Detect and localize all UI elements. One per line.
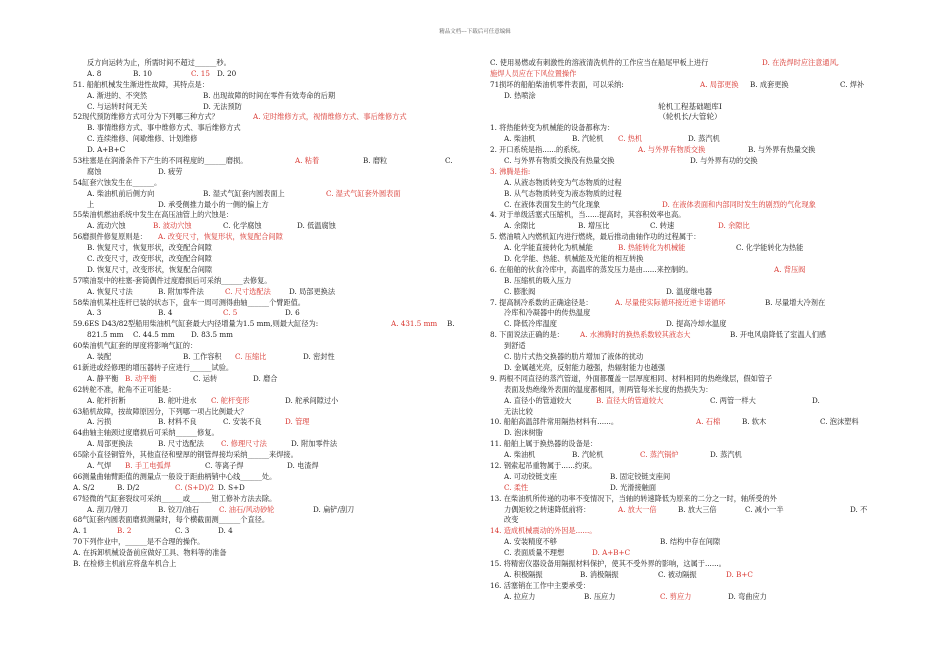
- left-line: [73, 450, 458, 461]
- right-line: [490, 287, 890, 298]
- left-line: [73, 428, 458, 439]
- line-option: B. 汽轮机: [572, 450, 604, 460]
- line-text: A. 1: [73, 526, 88, 536]
- left-line: [73, 515, 458, 526]
- right-line: [490, 91, 890, 102]
- left-line: [73, 276, 458, 287]
- line-text: 10. 船舶高温部件常用隔热材料有......。: [490, 417, 619, 427]
- line-text: 15. 将精密仪器设备用隔振材料保护，使其不受外界的影响，这属于......。: [490, 558, 726, 568]
- line-text: D. 恢复尺寸，改变形状，恢复配合间隙: [87, 264, 213, 274]
- line-option: B. 软木: [742, 417, 767, 427]
- line-option: A. 与外界有物质交换: [638, 145, 706, 155]
- right-line: [490, 417, 890, 428]
- line-option: C. 15: [191, 68, 210, 78]
- right-line: [490, 232, 890, 243]
- line-text: 改变: [504, 515, 519, 525]
- line-text: 59.6ES D43/82型船用柴油机气缸套最大内径增量为1.5 mm,则最大缸径为:: [73, 319, 319, 329]
- line-option: C. 5: [223, 308, 238, 318]
- right-line: [490, 178, 890, 189]
- line-option: B. 直径大的管道较大: [596, 395, 664, 405]
- line-text: 1. 将热能转变为机械能的设备都称为：: [490, 123, 615, 133]
- line-text: A. 在拆卸机械设备前应做好工具、物料等的准备: [73, 548, 227, 558]
- line-option: B. 开电风扇降低了室温人们感: [730, 330, 827, 340]
- right-line: [490, 319, 890, 330]
- line-text: 7. 提高制冷系数的正确途径是：: [490, 297, 593, 307]
- left-line: [73, 319, 458, 330]
- line-text: C. 膨胀阀: [504, 286, 536, 296]
- line-text: C. 柔性: [504, 482, 529, 492]
- left-line: [73, 505, 458, 516]
- right-line: [490, 439, 890, 450]
- right-line: [490, 396, 890, 407]
- right-line: [490, 581, 890, 592]
- line-text: A. 可动铰链支座: [504, 471, 557, 481]
- left-line: [73, 385, 458, 396]
- right-line: [490, 221, 890, 232]
- right-line: [490, 352, 890, 363]
- line-text: D. A+B+C: [87, 145, 126, 155]
- right-line: [490, 472, 890, 483]
- left-line: [73, 287, 458, 298]
- line-text: 67轻微的气缸套裂纹可采纳______或______钳工修补方法去除。: [73, 493, 277, 503]
- line-option: B. 结构中存在间隙: [660, 537, 721, 547]
- right-line: [490, 374, 890, 385]
- line-text: 58柴油机某柱连杆已装的状态下，盘车一周可测得曲轴______个臂距值。: [73, 297, 305, 307]
- line-option: C. 化学能转化为热能: [736, 243, 804, 253]
- line-text: C. 在液体表面发生的气化现象: [504, 199, 601, 209]
- right-line: [490, 254, 890, 265]
- line-option: D. 密封性: [303, 352, 335, 362]
- line-text: A. 装配: [87, 352, 112, 362]
- line-text: A. 柴油机前后侧方向: [87, 188, 155, 198]
- line-option: D. 局部更换法: [289, 286, 336, 296]
- line-option: B.: [447, 319, 455, 329]
- line-option: C. 两管一样大: [710, 395, 756, 405]
- line-text: A. 8: [87, 68, 102, 78]
- line-text: 51. 船舶机械发生渐进性故障，其特点是：: [73, 79, 209, 89]
- right-line: [490, 548, 890, 559]
- left-line: [73, 374, 458, 385]
- line-text: A. 3: [87, 308, 102, 318]
- line-option: C. 化学腐蚀: [223, 221, 262, 231]
- line-text: 无法比较: [504, 406, 533, 416]
- line-text: 14. 造成机械震动的外因是......。: [490, 526, 597, 536]
- right-line: [490, 450, 890, 461]
- line-option: B. 增压比: [578, 221, 610, 231]
- right-line: [490, 592, 890, 603]
- line-text: C. 降低冷库温度: [504, 319, 557, 329]
- line-text: B. 压缩机的吸入压力: [504, 275, 572, 285]
- line-option: C. 泡沫塑料: [820, 417, 859, 427]
- line-text: A. 局部更换法: [87, 439, 133, 449]
- line-text: A. 舵杆折断: [87, 395, 126, 405]
- line-option: D. 光滑接触面: [610, 482, 657, 492]
- line-text: 施焊人员应在下风位置操作: [490, 68, 577, 78]
- line-text: 到舒适: [504, 341, 526, 351]
- right-line: [490, 69, 890, 80]
- right-line: [490, 102, 890, 113]
- line-option: B. 铰刀/油石: [158, 504, 200, 514]
- right-line: [490, 537, 890, 548]
- line-text: 12. 钢索起吊重物属于......约束。: [490, 460, 597, 470]
- left-line: [73, 178, 458, 189]
- line-text: （轮机长/大管轮）: [658, 112, 722, 122]
- line-text: 3. 沸腾是指:: [490, 166, 531, 176]
- line-text: B. 从气态物质转变为液态物质的过程: [504, 188, 622, 198]
- line-text: A. S/2: [73, 482, 95, 492]
- line-text: C. 表面质量不理想: [504, 548, 565, 558]
- line-text: A. 拉应力: [504, 591, 536, 601]
- line-text: 63船机故障，按故障原因分，下列哪一项占比例最大？: [73, 406, 248, 416]
- line-text: 上: [87, 199, 95, 209]
- line-text: 11. 船舶上属于换热器的设备是：: [490, 439, 598, 449]
- line-option: B. 压应力: [584, 591, 616, 601]
- line-text: 8. 下面说法正确的是：: [490, 330, 564, 340]
- left-line: [73, 265, 458, 276]
- line-option: C. 安装不良: [223, 417, 262, 427]
- line-option: D. 管理: [285, 417, 310, 427]
- line-option: B. 汽轮机: [572, 134, 604, 144]
- right-line: [490, 330, 890, 341]
- line-option: B. 2: [117, 526, 132, 536]
- line-text: A. 安装精度不够: [504, 537, 557, 547]
- line-text: 轮机工程基础题库Ⅰ: [658, 101, 722, 111]
- right-line: [490, 428, 890, 439]
- line-option: C. 被动隔振: [658, 569, 697, 579]
- line-option: C. 剪应力: [660, 591, 692, 601]
- left-column: [73, 58, 458, 570]
- right-line: [490, 134, 890, 145]
- line-option: D. S+D: [218, 482, 245, 492]
- line-option: A. 粘着: [295, 156, 320, 166]
- line-option: B. 放大三倍: [678, 504, 717, 514]
- line-option: D. 20: [217, 68, 237, 78]
- line-option: C. 蒸汽锅炉: [640, 450, 679, 460]
- right-line: [490, 265, 890, 276]
- line-option: D. 蒸汽机: [710, 450, 742, 460]
- line-text: A. 气焊: [87, 460, 112, 470]
- line-text: A. 渐进的、不突然: [87, 90, 148, 100]
- line-text: B. 恢复尺寸，恢复形状，改变配合间隙: [87, 243, 212, 253]
- line-option: C. 尺寸选配法: [225, 286, 271, 296]
- left-line: [73, 548, 458, 559]
- line-option: D. 在液体表面和内部同时发生的剧烈的气化现象: [662, 199, 816, 209]
- line-text: C. 使用易燃或有刺激性的溶液清洗机件的工作应当在船尾甲板上进行: [490, 58, 709, 67]
- line-text: 71损坏的船舶柴油机零件表面，可以采纳:: [490, 79, 624, 89]
- right-line: [490, 243, 890, 254]
- line-option: D. 舵承间隙过小: [285, 395, 339, 405]
- line-option: B. 手工电弧焊: [125, 460, 171, 470]
- line-text: C. 与运转时间无关: [87, 101, 148, 111]
- right-line: [490, 156, 890, 167]
- line-option: B. 舵叶进水: [158, 395, 197, 405]
- line-option: B. 固定铰链支座间: [610, 471, 671, 481]
- right-line: [490, 461, 890, 472]
- line-option: B. 附加零件法: [158, 286, 204, 296]
- line-text: D. 化学能、热能、机械能及光能的相互转换: [504, 254, 644, 264]
- line-option: D. 温度继电器: [666, 286, 713, 296]
- left-line: [73, 210, 458, 221]
- left-line: [73, 58, 458, 69]
- left-line: [73, 112, 458, 123]
- line-option: D. 4: [218, 526, 233, 536]
- line-option: A. 尽量使实际循环接近逆卡诺循环: [615, 297, 726, 307]
- left-line: [73, 363, 458, 374]
- left-line: [73, 407, 458, 418]
- line-text: A. 化学能直接转化为机械能: [504, 243, 593, 253]
- left-line: [73, 494, 458, 505]
- line-option: C. (S+D)/2: [175, 482, 215, 492]
- line-text: D. 金属越光亮，反射能力越强，热辐射能力也越强: [504, 362, 666, 372]
- left-line: [73, 472, 458, 483]
- right-line: [490, 189, 890, 200]
- left-line: [73, 396, 458, 407]
- line-option: C. 44.5 mm: [133, 330, 175, 340]
- right-line: [490, 407, 890, 418]
- line-text: D. 泡沫树脂: [504, 428, 543, 438]
- line-text: 2. 开口系统是指......的系统。: [490, 145, 585, 155]
- line-text: B. 在检修主机前应将盘车机合上: [73, 558, 177, 568]
- left-line: [73, 461, 458, 472]
- line-option: D. 无法预防: [203, 101, 242, 111]
- left-line: [73, 298, 458, 309]
- line-option: A. 放大一倍: [618, 504, 657, 514]
- right-line: [490, 559, 890, 570]
- left-line: [73, 526, 458, 537]
- line-option: D. 电渣焊: [287, 460, 319, 470]
- line-option: B. D/2: [117, 482, 140, 492]
- line-option: C. 舵杆变形: [211, 395, 250, 405]
- left-line: [73, 145, 458, 156]
- line-option: B. 热能转化为机械能: [618, 243, 686, 253]
- right-line: [490, 494, 890, 505]
- line-option: D. 6: [285, 308, 300, 318]
- line-text: C. 与外界有物质交换没有热量交换: [504, 156, 615, 166]
- line-option: B. 4: [158, 308, 173, 318]
- line-option: B. 10: [133, 68, 152, 78]
- left-line: [73, 91, 458, 102]
- left-line: [73, 123, 458, 134]
- line-option: C. 压缩比: [235, 352, 267, 362]
- line-text: A. 刮刀/锉刀: [87, 504, 128, 514]
- right-line: [490, 308, 890, 319]
- line-option: A. 局部更换: [700, 79, 739, 89]
- line-text: 52现代预防维修方式可分为下列哪三种方式？: [73, 112, 219, 122]
- right-line: [490, 276, 890, 287]
- left-line: [73, 254, 458, 265]
- line-text: A. 直径小的管道较大: [504, 395, 572, 405]
- line-option: B. 湿式气缸套内圆表面上: [203, 188, 285, 198]
- line-option: A. 改变尺寸，恢复形状，恢复配合间隙: [158, 232, 283, 242]
- line-text: B. 事情维修方式、事中维修方式、事后维修方式: [87, 123, 241, 133]
- line-option: D.: [812, 395, 820, 405]
- right-line: [490, 570, 890, 581]
- line-option: D. 提高冷却水温度: [666, 319, 727, 329]
- line-text: 16. 活塞销在工作中主要承受：: [490, 580, 590, 590]
- line-option: A. 定时维修方式，视情维修方式、事后维修方式: [253, 112, 407, 122]
- left-line: [73, 308, 458, 319]
- line-text: 821.5 mm: [87, 330, 124, 340]
- left-line: [73, 243, 458, 254]
- line-option: B. 尽量增大冷剂在: [765, 297, 826, 307]
- line-option: D. 83.5 mm: [191, 330, 233, 340]
- left-line: [73, 232, 458, 243]
- line-text: 腐蚀: [87, 166, 102, 176]
- left-line: [73, 537, 458, 548]
- line-text: A. 积极隔振: [504, 569, 543, 579]
- page-header: 精品文档---下载后可任意编辑: [439, 29, 511, 35]
- right-line: [490, 505, 890, 516]
- line-text: 54缸套穴蚀发生在______。: [73, 177, 162, 187]
- left-line: [73, 80, 458, 91]
- line-text: A. 静平衡: [87, 373, 119, 383]
- line-text: 56磨损件修复原则是：: [73, 232, 147, 242]
- line-option: C. 3: [175, 526, 190, 536]
- line-option: A. 水沸腾时的换热系数较其液态大: [580, 330, 691, 340]
- left-line: [73, 341, 458, 352]
- line-text: 65除小直径铜管外，其他直径和壁厚的钢管焊接均采纳______来焊接。: [73, 450, 298, 460]
- right-line: [490, 526, 890, 537]
- right-line: [490, 200, 890, 211]
- right-line: [490, 167, 890, 178]
- line-text: C. 肋片式热交换器的肋片增加了液体的扰动: [504, 352, 644, 362]
- line-option: D. 在洗焊时应注意通风,: [762, 58, 840, 67]
- right-line: [490, 363, 890, 374]
- line-text: 57喷油泵中的柱塞-套筒偶件过度磨损后可采纳______去修复。: [73, 275, 272, 285]
- right-line: [490, 112, 890, 123]
- line-option: B. 材料不良: [158, 417, 197, 427]
- line-option: B. 尺寸选配法: [158, 439, 204, 449]
- line-option: C. 修理尺寸法: [221, 439, 267, 449]
- line-text: 反方向运转为止，所需时间不超过______秒。: [87, 58, 231, 67]
- line-option: D. B+C: [726, 569, 753, 579]
- line-option: A. 431.5 mm: [391, 319, 438, 329]
- line-text: 70下列作业中，______是不合理的操作。: [73, 537, 205, 547]
- line-option: D. 蒸汽机: [688, 134, 720, 144]
- line-option: D. 不: [850, 504, 868, 514]
- left-line: [73, 483, 458, 494]
- right-line: [490, 58, 890, 69]
- line-option: B. 成套更换: [750, 79, 789, 89]
- line-option: A. 背压阀: [774, 264, 806, 274]
- line-option: A. 石棉: [696, 417, 721, 427]
- line-text: 64曲轴主轴颈过度磨损后可采纳______修复。: [73, 428, 219, 438]
- line-text: A. 柴油机: [504, 450, 536, 460]
- line-text: D. 热喷涂: [504, 90, 536, 100]
- line-option: B. 与外界有热量交换: [748, 145, 816, 155]
- line-option: D. 扁铲/刮刀: [313, 504, 355, 514]
- line-option: B. 消极隔振: [580, 569, 619, 579]
- line-option: C. 油石/风动砂轮: [219, 504, 275, 514]
- line-option: C. 湿式气缸套外圆表面: [326, 188, 401, 198]
- right-column: [490, 58, 890, 603]
- left-line: [73, 200, 458, 211]
- line-option: D. 附加零件法: [291, 439, 338, 449]
- left-line: [73, 167, 458, 178]
- line-option: B. 工作容积: [183, 352, 222, 362]
- line-text: 4. 对于单级活塞式压缩机，当......提高时，其容积效率也高。: [490, 210, 686, 220]
- line-text: 13. 在柴油机所传递的功率不变情况下，当轴的转速降低为原来的二分之一时，轴所受的外: [490, 493, 777, 503]
- line-text: 68气缸套内圆表面磨损测量时，每个横截面测______个直径。: [73, 515, 270, 525]
- line-option: D. 疲劳: [158, 166, 183, 176]
- line-text: A. 柴油机: [504, 134, 536, 144]
- line-option: D. 余隙比: [718, 221, 750, 231]
- line-text: C. 连续维修、间歇维修、计划维修: [87, 134, 198, 144]
- line-text: 力偶矩较之转速降低前将：: [504, 504, 591, 514]
- line-text: 66测量曲轴臂距值的测量点一般设于距曲柄销中心线______处。: [73, 471, 277, 481]
- line-option: D. 与外界有功的交换: [690, 156, 758, 166]
- line-option: C. 转速: [650, 221, 675, 231]
- left-line: [73, 330, 458, 341]
- line-text: 6. 在船舶的伙食冷库中，高温库的蒸发压力是由......来控制的。: [490, 264, 693, 274]
- line-text: A. 恢复尺寸法: [87, 286, 133, 296]
- left-line: [73, 69, 458, 80]
- line-option: D. A+B+C: [592, 548, 631, 558]
- right-line: [490, 123, 890, 134]
- right-line: [490, 210, 890, 221]
- left-line: [73, 559, 458, 570]
- line-option: D. 承受侧推力最小的一侧的偏上方: [158, 199, 269, 209]
- right-line: [490, 515, 890, 526]
- line-text: 60柴油机气缸套的厚度将影响气缸的：: [73, 341, 198, 351]
- line-option: D. 低温腐蚀: [297, 221, 336, 231]
- left-line: [73, 417, 458, 428]
- line-option: C. 减小一半: [745, 504, 784, 514]
- line-option: C. 焊补: [840, 79, 865, 89]
- line-option: D. 磨合: [253, 373, 278, 383]
- line-option: D. 弯曲应力: [728, 591, 767, 601]
- line-option: C. 等离子焊: [205, 460, 244, 470]
- left-line: [73, 189, 458, 200]
- line-option: B. 磨粒: [363, 156, 388, 166]
- left-line: [73, 102, 458, 113]
- line-option: B. 出现故障的时间在零件有效寿命的后期: [203, 90, 336, 100]
- line-text: A. 污损: [87, 417, 112, 427]
- left-line: [73, 156, 458, 167]
- line-option: B. 波动穴蚀: [153, 221, 192, 231]
- left-line: [73, 439, 458, 450]
- right-line: [490, 483, 890, 494]
- line-option: C.: [445, 156, 453, 166]
- line-text: A. 余隙比: [504, 221, 536, 231]
- right-line: [490, 298, 890, 309]
- line-text: 9. 两根不同直径的蒸汽管道，外面都覆盖一层厚度相同、材料相同的热绝缘层，假如管子: [490, 373, 773, 383]
- line-option: C. 运转: [193, 373, 218, 383]
- left-line: [73, 134, 458, 145]
- line-text: 冷库和冷凝器中的传热温度: [504, 308, 591, 318]
- right-line: [490, 385, 890, 396]
- left-line: [73, 221, 458, 232]
- line-option: B. 动平衡: [125, 373, 157, 383]
- line-text: C. 改变尺寸，改变形状，改变配合间隙: [87, 254, 212, 264]
- line-text: 53柱塞是在润滑条件下产生的不同程度的______磨损。: [73, 156, 248, 166]
- right-line: [490, 341, 890, 352]
- right-line: [490, 145, 890, 156]
- line-text: 55柴油机燃油系统中发生在高压油管上的穴蚀是：: [73, 210, 234, 220]
- line-option: C. 热机: [618, 134, 643, 144]
- left-line: [73, 352, 458, 363]
- right-line: [490, 80, 890, 91]
- line-text: 62转舵不准，舵角不正可能是：: [73, 384, 176, 394]
- line-text: A. 流动穴蚀: [87, 221, 126, 231]
- line-text: 5. 燃油喷入内燃机缸内进行燃烧，最后推动曲轴作功的过程属于：: [490, 232, 701, 242]
- line-text: A. 从液态物质转变为气态物质的过程: [504, 177, 622, 187]
- line-text: 表面及热绝缘外表面的温度都相同，则两管每米长度的热损失为：: [504, 384, 713, 394]
- line-text: 61新进或经修理的增压器转子应进行______试验。: [73, 362, 234, 372]
